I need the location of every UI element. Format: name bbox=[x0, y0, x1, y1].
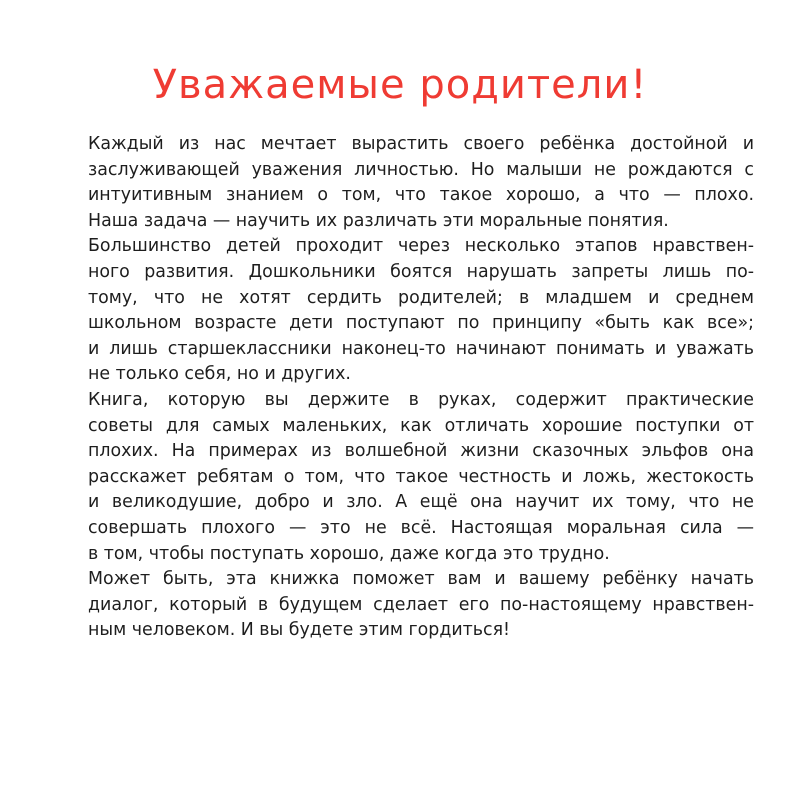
text-line: Книга, которую вы держите в руках, содержит практические bbox=[88, 389, 754, 410]
text-line: Каждый из нас мечтает вырастить своего ребёнка достойной и bbox=[88, 134, 754, 154]
text-line: советы для самых маленьких, как отличать хорошие поступки от bbox=[88, 415, 754, 436]
text-line: совершать плохого — это не всё. Настоящая моральная сила — bbox=[88, 517, 754, 538]
body-text bbox=[88, 132, 754, 644]
text-line: интуитивным знанием о том, что такое хорошо, а что — плохо. bbox=[88, 185, 754, 206]
text-line: Наша задача — научить их различать эти моральные понятия. bbox=[88, 210, 669, 231]
text-line: школьном возрасте дети поступают по принципу «быть как все»; bbox=[88, 313, 754, 334]
text-line: тому, что не хотят сердить родителей; в младшем и среднем bbox=[88, 287, 754, 308]
text-line: расскажет ребятам о том, что такое честность и ложь, жестокость bbox=[88, 466, 754, 487]
text-line: Может быть, эта книжка поможет вам и вашему ребёнку начать bbox=[88, 569, 754, 590]
text-line: и лишь старшеклассники наконец-то начинают понимать и уважать bbox=[88, 338, 754, 359]
text-line: Большинство детей проходит через несколько этапов нравствен- bbox=[88, 236, 754, 257]
paragraph-2 bbox=[88, 234, 754, 388]
text-line: диалог, который в будущем сделает его по-настоящему нравствен- bbox=[88, 594, 754, 615]
text-line: и великодушие, добро и зло. А ещё она научит их тому, что не bbox=[88, 492, 754, 513]
text-line: ного развития. Дошкольники боятся нарушать запреты лишь по- bbox=[88, 261, 754, 282]
text-line: заслуживающей уважения личностью. Но малыши не рождаются с bbox=[88, 159, 754, 180]
paragraph-1 bbox=[88, 132, 754, 234]
text-line: в том, чтобы поступать хорошо, даже когда это трудно. bbox=[88, 543, 610, 564]
page-title: Уважаемые родители! bbox=[152, 62, 648, 108]
text-line: ным человеком. И вы будете этим гордиться! bbox=[88, 620, 511, 641]
paragraph-4 bbox=[88, 567, 754, 644]
paragraph-3 bbox=[88, 388, 754, 567]
text-line: не только себя, но и других. bbox=[88, 364, 351, 385]
text-line: плохих. На примерах из волшебной жизни сказочных эльфов она bbox=[88, 441, 754, 462]
